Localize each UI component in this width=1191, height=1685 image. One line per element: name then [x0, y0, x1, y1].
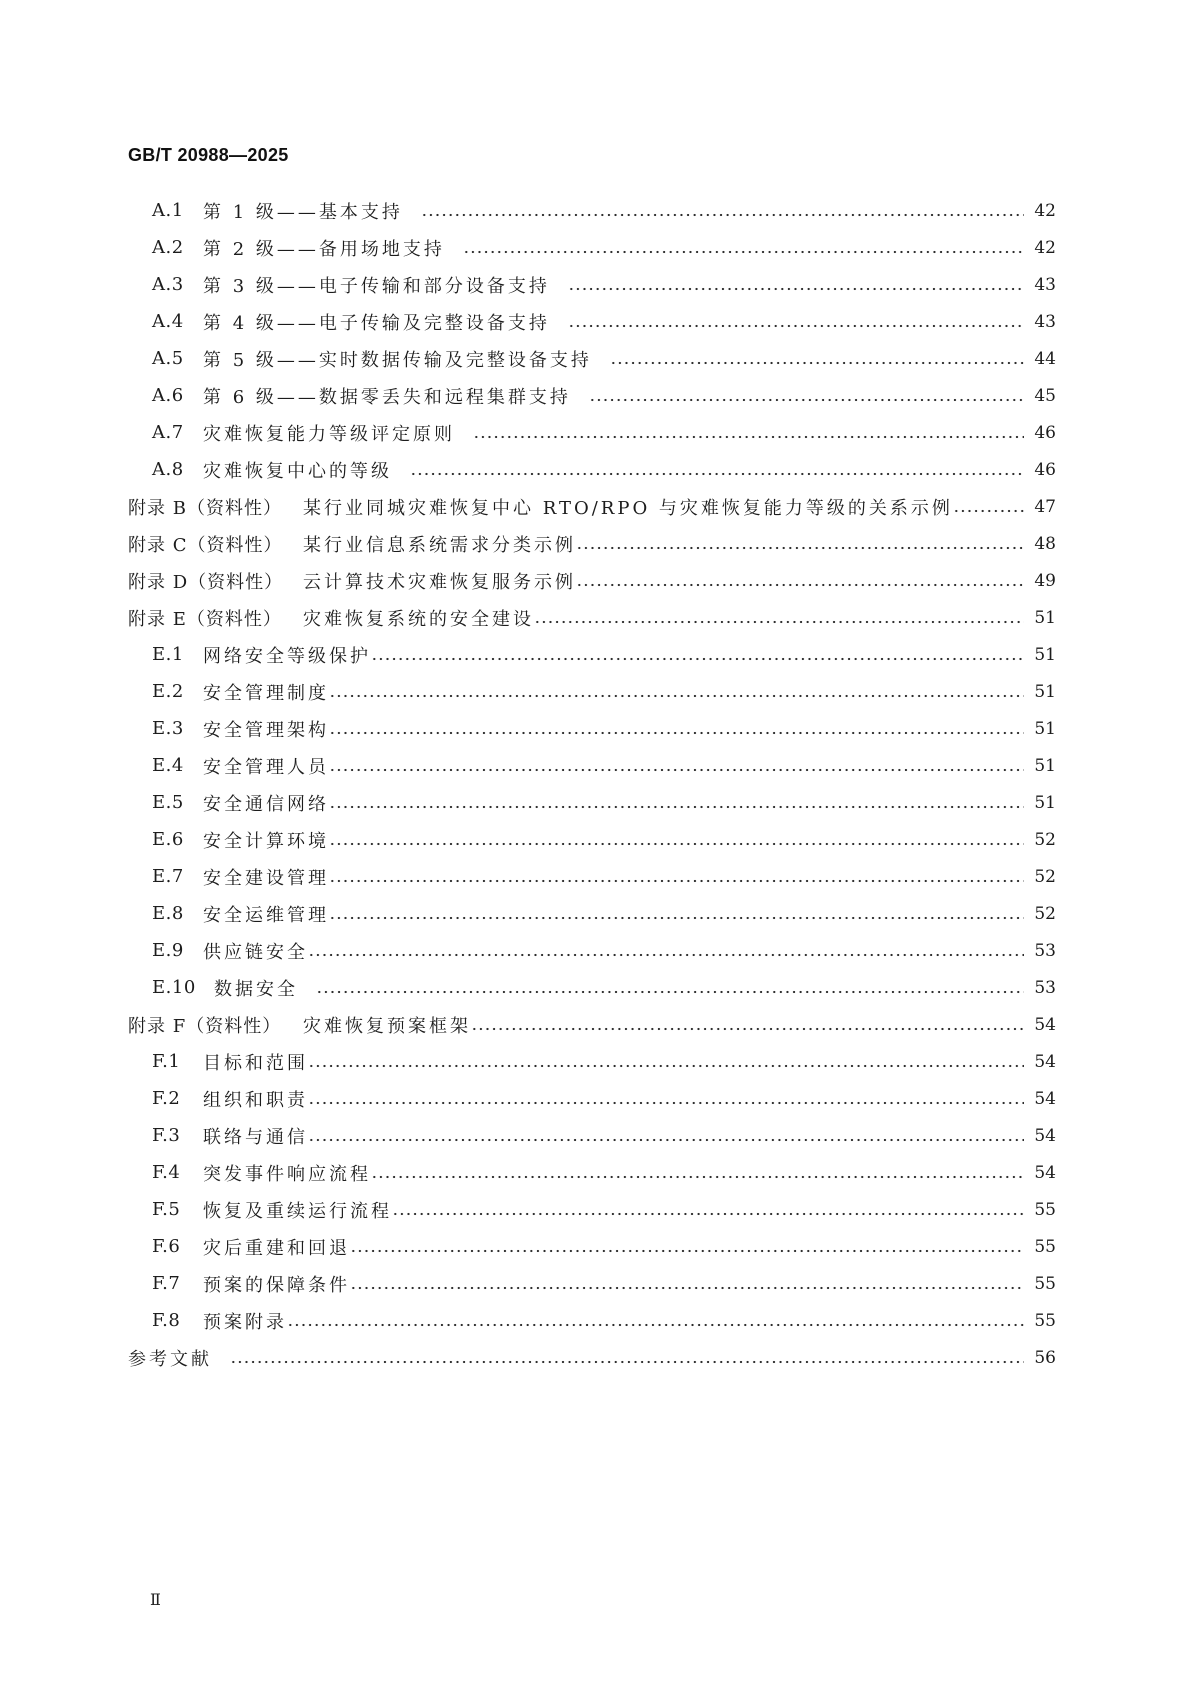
- toc-leader-dots: [329, 694, 1024, 698]
- toc-entry-number: E.3: [152, 718, 184, 739]
- toc-appendix-label: 附录 E（资料性）: [128, 608, 282, 630]
- toc-entry-title: 某行业同城灾难恢复中心 RTO/RPO 与灾难恢复能力等级的关系示例: [303, 497, 953, 519]
- toc-entry-page: 51: [1034, 644, 1056, 665]
- toc-entry-title: 云计算技术灾难恢复服务示例: [303, 571, 576, 593]
- toc-entry-page: 55: [1034, 1273, 1056, 1294]
- toc-leader-dots: [316, 990, 1024, 994]
- toc-entry-number: A.8: [152, 459, 184, 480]
- toc-entry-page: 54: [1034, 1051, 1056, 1072]
- toc-entry-page: 55: [1034, 1199, 1056, 1220]
- toc-entry-number: A.3: [152, 274, 184, 295]
- toc-clause-entry: [128, 1117, 1056, 1154]
- toc-appendix-label: 附录 B（资料性）: [128, 497, 282, 519]
- toc-entry-title: 灾难恢复预案框架: [303, 1015, 471, 1037]
- toc-entry-number: F.1: [152, 1051, 181, 1072]
- toc-leader-dots: [568, 287, 1024, 291]
- toc-entry-number: E.5: [152, 792, 184, 813]
- toc-entry-page: 46: [1034, 422, 1056, 443]
- toc-leader-dots: [576, 583, 1024, 587]
- toc-leader-dots: [371, 1175, 1024, 1179]
- toc-entry-title: 目标和范围: [203, 1052, 308, 1074]
- toc-entry-page: 51: [1034, 607, 1056, 628]
- toc-entry-page: 55: [1034, 1236, 1056, 1257]
- toc-clause-entry: [128, 821, 1056, 858]
- toc-entry-page: 43: [1034, 311, 1056, 332]
- toc-entry-page: 52: [1034, 829, 1056, 850]
- toc-appendix-label: 附录 D（资料性）: [128, 571, 284, 593]
- toc-entry-number: E.6: [152, 829, 184, 850]
- toc-leader-dots: [350, 1286, 1024, 1290]
- toc-clause-entry: [128, 340, 1056, 377]
- toc-entry-number: A.2: [152, 237, 184, 258]
- toc-entry-number: E.10: [152, 977, 196, 998]
- toc-entry-page: 42: [1034, 200, 1056, 221]
- toc-entry-title: 网络安全等级保护: [203, 645, 371, 667]
- toc-entry-page: 53: [1034, 940, 1056, 961]
- toc-leader-dots: [471, 1027, 1024, 1031]
- toc-leader-dots: [534, 620, 1024, 624]
- toc-clause-entry: [128, 303, 1056, 340]
- toc-entry-title: 安全管理制度: [203, 682, 329, 704]
- toc-leader-dots: [953, 509, 1024, 513]
- toc-entry-number: A.1: [152, 200, 184, 221]
- toc-leader-dots: [329, 805, 1024, 809]
- toc-entry-number: F.2: [152, 1088, 181, 1109]
- toc-entry-title: 灾难恢复能力等级评定原则: [203, 423, 455, 445]
- toc-leader-dots: [610, 361, 1024, 365]
- toc-leader-dots: [329, 879, 1024, 883]
- toc-entry-page: 54: [1034, 1014, 1056, 1035]
- toc-references-entry: [128, 1339, 1056, 1376]
- toc-entry-page: 51: [1034, 792, 1056, 813]
- toc-clause-entry: [128, 1265, 1056, 1302]
- toc-entry-page: 54: [1034, 1162, 1056, 1183]
- toc-appendix-entry: [128, 1006, 1056, 1043]
- table-of-contents: [128, 192, 1056, 1376]
- toc-clause-entry: [128, 710, 1056, 747]
- toc-appendix-label: 附录 C（资料性）: [128, 534, 283, 556]
- toc-leader-dots: [392, 1212, 1024, 1216]
- toc-entry-number: F.7: [152, 1273, 181, 1294]
- toc-entry-page: 54: [1034, 1125, 1056, 1146]
- toc-entry-number: A.7: [152, 422, 184, 443]
- toc-entry-title: 安全计算环境: [203, 830, 329, 852]
- toc-entry-page: 53: [1034, 977, 1056, 998]
- toc-leader-dots: [463, 250, 1024, 254]
- toc-entry-page: 47: [1034, 496, 1056, 517]
- toc-leader-dots: [576, 546, 1024, 550]
- toc-clause-entry: [128, 895, 1056, 932]
- toc-entry-page: 56: [1034, 1347, 1056, 1368]
- toc-clause-entry: [128, 747, 1056, 784]
- toc-leader-dots: [287, 1323, 1024, 1327]
- toc-entry-title: 预案附录: [203, 1311, 287, 1333]
- toc-entry-title: 预案的保障条件: [203, 1274, 350, 1296]
- toc-references-title: 参考文献: [128, 1348, 212, 1370]
- toc-clause-entry: [128, 969, 1056, 1006]
- page-folio-numeral: Ⅱ: [150, 1590, 161, 1609]
- toc-leader-dots: [308, 1064, 1024, 1068]
- toc-entry-page: 45: [1034, 385, 1056, 406]
- toc-entry-title: 灾难恢复中心的等级: [203, 460, 392, 482]
- toc-entry-page: 54: [1034, 1088, 1056, 1109]
- toc-entry-title: 突发事件响应流程: [203, 1163, 371, 1185]
- toc-entry-title: 第 3 级——电子传输和部分设备支持: [203, 275, 550, 297]
- toc-entry-title: 第 4 级——电子传输及完整设备支持: [203, 312, 550, 334]
- toc-appendix-entry: [128, 525, 1056, 562]
- toc-entry-title: 灾难恢复系统的安全建设: [303, 608, 534, 630]
- toc-entry-title: 安全建设管理: [203, 867, 329, 889]
- toc-clause-entry: [128, 451, 1056, 488]
- toc-leader-dots: [473, 435, 1024, 439]
- toc-entry-title: 供应链安全: [203, 941, 308, 963]
- toc-entry-page: 44: [1034, 348, 1056, 369]
- toc-entry-number: A.5: [152, 348, 184, 369]
- toc-entry-number: A.4: [152, 311, 184, 332]
- toc-leader-dots: [589, 398, 1024, 402]
- toc-leader-dots: [568, 324, 1024, 328]
- toc-clause-entry: [128, 932, 1056, 969]
- toc-entry-title: 灾后重建和回退: [203, 1237, 350, 1259]
- toc-entry-number: F.8: [152, 1310, 181, 1331]
- toc-clause-entry: [128, 1302, 1056, 1339]
- toc-clause-entry: [128, 784, 1056, 821]
- toc-leader-dots: [350, 1249, 1024, 1253]
- toc-appendix-entry: [128, 488, 1056, 525]
- toc-entry-number: F.3: [152, 1125, 181, 1146]
- toc-appendix-entry: [128, 562, 1056, 599]
- toc-clause-entry: [128, 1228, 1056, 1265]
- toc-entry-title: 安全通信网络: [203, 793, 329, 815]
- standard-code-header: GB/T 20988—2025: [128, 145, 289, 165]
- toc-clause-entry: [128, 673, 1056, 710]
- toc-entry-page: 42: [1034, 237, 1056, 258]
- toc-entry-title: 第 2 级——备用场地支持: [203, 238, 445, 260]
- toc-entry-title: 恢复及重续运行流程: [203, 1200, 392, 1222]
- toc-leader-dots: [410, 472, 1024, 476]
- toc-clause-entry: [128, 858, 1056, 895]
- toc-entry-title: 安全管理人员: [203, 756, 329, 778]
- toc-entry-number: E.2: [152, 681, 184, 702]
- toc-entry-page: 51: [1034, 755, 1056, 776]
- toc-clause-entry: [128, 636, 1056, 673]
- toc-leader-dots: [329, 768, 1024, 772]
- toc-appendix-label: 附录 F（资料性）: [128, 1015, 282, 1037]
- toc-leader-dots: [308, 1101, 1024, 1105]
- toc-entry-title: 第 1 级——基本支持: [203, 201, 403, 223]
- toc-leader-dots: [230, 1360, 1024, 1364]
- toc-leader-dots: [308, 1138, 1024, 1142]
- toc-entry-page: 49: [1034, 570, 1056, 591]
- toc-entry-title: 数据安全: [214, 978, 298, 1000]
- toc-entry-number: E.4: [152, 755, 184, 776]
- toc-leader-dots: [329, 842, 1024, 846]
- toc-entry-title: 安全管理架构: [203, 719, 329, 741]
- toc-entry-number: E.9: [152, 940, 184, 961]
- toc-clause-entry: [128, 192, 1056, 229]
- toc-clause-entry: [128, 377, 1056, 414]
- toc-entry-page: 52: [1034, 866, 1056, 887]
- toc-appendix-entry: [128, 599, 1056, 636]
- toc-clause-entry: [128, 1191, 1056, 1228]
- toc-leader-dots: [329, 731, 1024, 735]
- toc-clause-entry: [128, 1043, 1056, 1080]
- toc-clause-entry: [128, 1154, 1056, 1191]
- toc-entry-title: 联络与通信: [203, 1126, 308, 1148]
- toc-entry-number: E.7: [152, 866, 184, 887]
- toc-entry-title: 某行业信息系统需求分类示例: [303, 534, 576, 556]
- toc-entry-number: F.5: [152, 1199, 181, 1220]
- toc-entry-page: 55: [1034, 1310, 1056, 1331]
- toc-entry-page: 46: [1034, 459, 1056, 480]
- toc-leader-dots: [308, 953, 1024, 957]
- toc-entry-page: 51: [1034, 718, 1056, 739]
- toc-clause-entry: [128, 266, 1056, 303]
- toc-entry-number: F.6: [152, 1236, 181, 1257]
- toc-entry-number: A.6: [152, 385, 184, 406]
- toc-leader-dots: [421, 213, 1024, 217]
- toc-leader-dots: [371, 657, 1024, 661]
- toc-entry-page: 52: [1034, 903, 1056, 924]
- toc-clause-entry: [128, 414, 1056, 451]
- toc-entry-title: 第 6 级——数据零丢失和远程集群支持: [203, 386, 571, 408]
- toc-entry-title: 第 5 级——实时数据传输及完整设备支持: [203, 349, 592, 371]
- toc-entry-number: E.1: [152, 644, 184, 665]
- toc-clause-entry: [128, 1080, 1056, 1117]
- toc-entry-title: 组织和职责: [203, 1089, 308, 1111]
- toc-entry-number: E.8: [152, 903, 184, 924]
- toc-leader-dots: [329, 916, 1024, 920]
- toc-entry-title: 安全运维管理: [203, 904, 329, 926]
- toc-entry-number: F.4: [152, 1162, 181, 1183]
- toc-entry-page: 43: [1034, 274, 1056, 295]
- toc-clause-entry: [128, 229, 1056, 266]
- toc-entry-page: 48: [1034, 533, 1056, 554]
- toc-entry-page: 51: [1034, 681, 1056, 702]
